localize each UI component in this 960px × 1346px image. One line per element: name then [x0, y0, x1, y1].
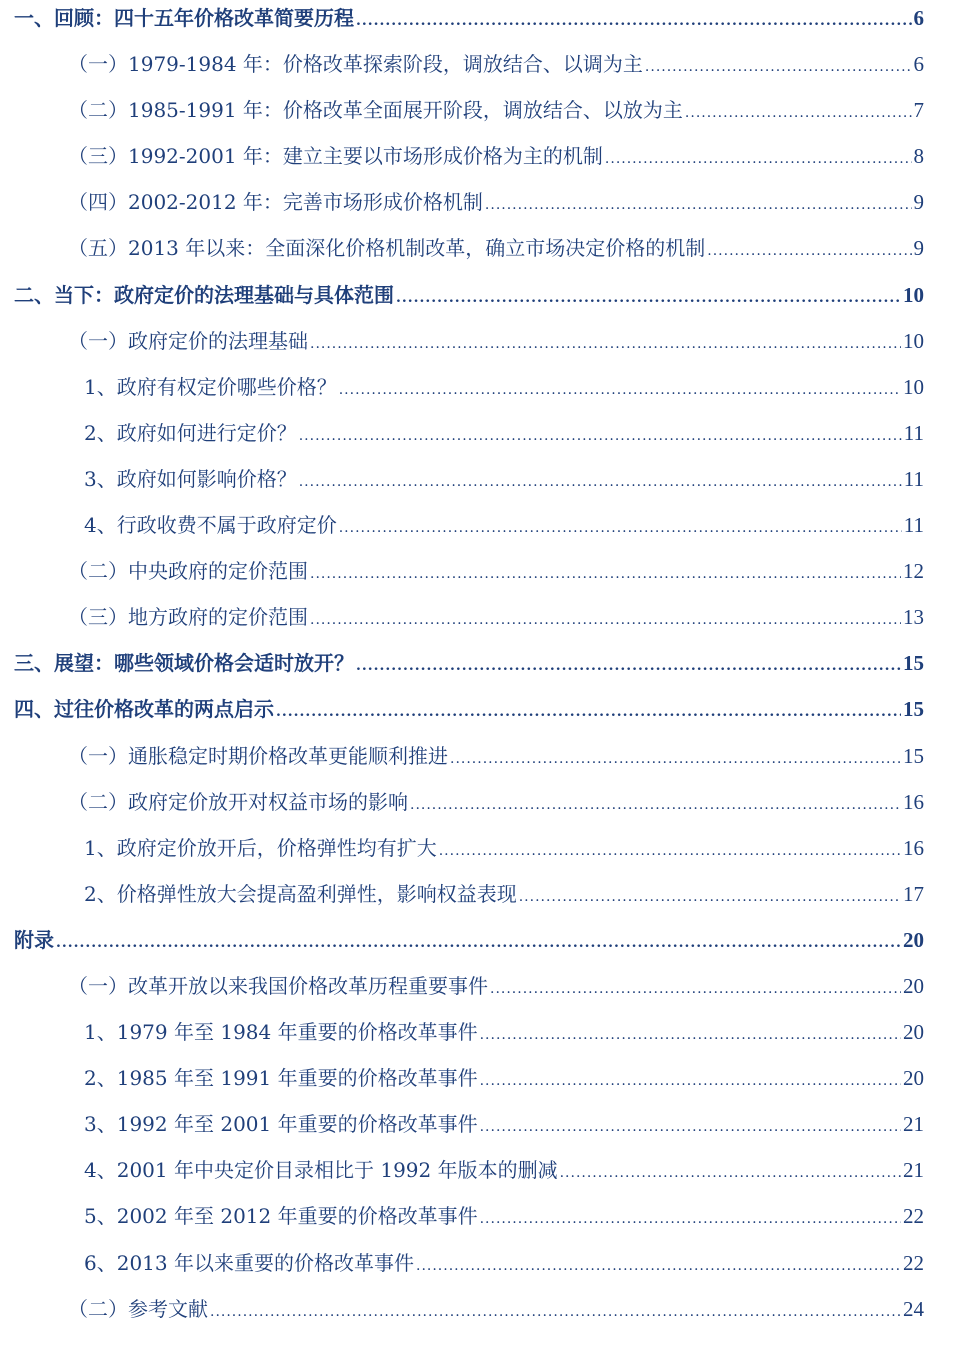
toc-entry-page: 20	[903, 1020, 924, 1045]
toc-entry-page: 24	[903, 1296, 924, 1321]
toc-entry-title: 参考文献	[128, 1296, 208, 1321]
toc-entry-page: 6	[913, 6, 924, 30]
toc-entry[interactable]	[0, 318, 924, 364]
toc-entry-title: 2013 年以来重要的价格改革事件	[116, 1250, 414, 1275]
toc-entry-page: 21	[903, 1158, 924, 1183]
dot-leader	[339, 505, 902, 551]
toc-entry[interactable]	[0, 410, 924, 456]
dot-leader	[450, 736, 901, 782]
dot-leader	[560, 1150, 901, 1196]
toc-entry[interactable]	[0, 686, 924, 732]
dot-leader	[416, 1243, 901, 1289]
toc-entry-number: 5、	[84, 1204, 117, 1229]
toc-entry[interactable]	[0, 917, 924, 963]
toc-entry-page: 10	[903, 374, 924, 399]
toc-entry-title: 展望：哪些领域价格会适时放开？	[54, 651, 354, 676]
toc-entry-title: 价格弹性放大会提高盈利弹性，影响权益表现	[116, 881, 517, 906]
toc-entry-number: 三、	[14, 651, 54, 676]
toc-entry-title: 过往价格改革的两点启示	[54, 697, 274, 722]
toc-entry-title: 附录	[14, 927, 54, 952]
toc-entry-page: 10	[903, 282, 924, 307]
toc-entry-title: 政府有权定价哪些价格？	[116, 374, 337, 399]
toc-entry-number: （二）	[68, 559, 128, 584]
toc-entry-page: 21	[903, 1112, 924, 1137]
toc-entry[interactable]	[0, 1286, 924, 1332]
toc-entry-page: 11	[903, 466, 924, 491]
toc-entry-title: 1979 年至 1984 年重要的价格改革事件	[116, 1020, 478, 1045]
toc-entry-number: 1、	[84, 1020, 117, 1045]
toc-entry[interactable]	[0, 779, 924, 825]
dot-leader	[210, 1289, 901, 1335]
dot-leader	[519, 874, 901, 920]
toc-entry-title: 1979-1984 年：价格改革探索阶段，调放结合、以调为主	[128, 52, 643, 77]
toc-entry-number: （三）	[68, 144, 128, 169]
toc-entry-title: 2002 年至 2012 年重要的价格改革事件	[116, 1204, 478, 1229]
toc-entry-page: 7	[913, 98, 924, 123]
toc-entry[interactable]	[0, 871, 924, 917]
toc-entry[interactable]	[0, 364, 924, 410]
toc-entry[interactable]	[0, 179, 924, 225]
dot-leader	[356, 0, 912, 44]
toc-entry-page: 9	[913, 190, 924, 215]
toc-entry[interactable]	[0, 456, 924, 502]
dot-leader	[707, 228, 911, 274]
toc-entry[interactable]	[0, 225, 924, 271]
toc-entry-page: 11	[903, 513, 924, 538]
toc-entry-page: 11	[903, 420, 924, 445]
toc-entry-title: 中央政府的定价范围	[128, 559, 308, 584]
toc-entry-number: 1、	[84, 374, 117, 399]
dot-leader	[490, 966, 901, 1012]
dot-leader	[410, 782, 901, 828]
toc-entry[interactable]	[0, 1101, 924, 1147]
dot-leader	[299, 413, 902, 459]
toc-entry[interactable]	[0, 825, 924, 871]
toc-entry-number: 一、	[14, 6, 54, 30]
toc-entry-page: 20	[903, 973, 924, 998]
toc-entry-number: 4、	[84, 513, 117, 538]
toc-entry-number: 2、	[84, 881, 117, 906]
toc-entry[interactable]	[0, 1009, 924, 1055]
toc-entry-title: 2013 年以来：全面深化价格机制改革，确立市场决定价格的机制	[128, 236, 706, 261]
toc-entry[interactable]	[0, 1055, 924, 1101]
toc-entry-title: 1985-1991 年：价格改革全面展开阶段，调放结合、以放为主	[128, 98, 683, 123]
dot-leader	[480, 1196, 901, 1242]
toc-entry-page: 16	[903, 835, 924, 860]
toc-entry[interactable]	[0, 502, 924, 548]
toc-entry-number: （二）	[68, 789, 128, 814]
toc-entry-number: （三）	[68, 605, 128, 630]
dot-leader	[605, 136, 912, 182]
toc-entry-title: 政府定价放开对权益市场的影响	[128, 789, 408, 814]
toc-entry-title: 2001 年中央定价目录相比于 1992 年版本的删减	[116, 1158, 558, 1183]
toc-entry[interactable]	[0, 548, 924, 594]
toc-entry-page: 12	[903, 559, 924, 584]
toc-entry-number: （二）	[68, 1296, 128, 1321]
toc-entry-number: 6、	[84, 1250, 117, 1275]
toc-entry-title: 政府如何进行定价？	[116, 420, 297, 445]
toc-entry-title: 行政收费不属于政府定价	[116, 513, 337, 538]
toc-entry-page: 13	[903, 605, 924, 630]
toc-entry-number: （一）	[68, 328, 128, 353]
toc-entry-number: 3、	[84, 1112, 117, 1137]
toc-entry-page: 8	[913, 144, 924, 169]
dot-leader	[356, 643, 901, 689]
toc-entry[interactable]	[0, 0, 924, 41]
toc-entry[interactable]	[0, 640, 924, 686]
toc-entry[interactable]	[0, 41, 924, 87]
toc-entry-title: 地方政府的定价范围	[128, 605, 308, 630]
toc-entry[interactable]	[0, 87, 924, 133]
toc-entry-page: 15	[903, 651, 924, 676]
toc-entry-title: 2002-2012 年：完善市场形成价格机制	[128, 190, 483, 215]
toc-entry-title: 回顾：四十五年价格改革简要历程	[54, 6, 354, 30]
toc-entry-number: 1、	[84, 835, 117, 860]
toc-entry-page: 22	[903, 1250, 924, 1275]
dot-leader	[480, 1104, 901, 1150]
toc-entry-number: （一）	[68, 52, 128, 77]
toc-entry-page: 15	[903, 697, 924, 722]
toc-entry-page: 15	[903, 743, 924, 768]
dot-leader	[310, 597, 901, 643]
toc-entry-number: 4、	[84, 1158, 117, 1183]
toc-entry-number: （一）	[68, 743, 128, 768]
toc-entry-title: 当下：政府定价的法理基础与具体范围	[54, 282, 394, 307]
dot-leader	[310, 551, 901, 597]
toc-entry-page: 22	[903, 1204, 924, 1229]
toc-entry[interactable]	[0, 1193, 924, 1239]
toc-entry-title: 通胀稳定时期价格改革更能顺利推进	[128, 743, 448, 768]
toc-entry-title: 政府定价的法理基础	[128, 328, 308, 353]
dot-leader	[299, 459, 902, 505]
toc-entry-page: 20	[903, 927, 924, 952]
toc-entry-page: 10	[903, 328, 924, 353]
toc-entry-number: 2、	[84, 420, 117, 445]
toc-entry-number: 3、	[84, 466, 117, 491]
toc-entry-title: 1992 年至 2001 年重要的价格改革事件	[116, 1112, 478, 1137]
toc-entry-title: 1992-2001 年：建立主要以市场形成价格为主的机制	[128, 144, 603, 169]
dot-leader	[396, 275, 901, 321]
dot-leader	[310, 321, 901, 367]
toc-entry[interactable]	[0, 1240, 924, 1286]
toc-entry[interactable]	[0, 272, 924, 318]
toc-entry-page: 20	[903, 1066, 924, 1091]
toc-entry-number: 2、	[84, 1066, 117, 1091]
dot-leader	[485, 182, 912, 228]
toc-entry[interactable]	[0, 594, 924, 640]
toc-entry-title: 政府如何影响价格？	[116, 466, 297, 491]
toc-entry-title: 改革开放以来我国价格改革历程重要事件	[128, 973, 488, 998]
toc-entry-page: 16	[903, 789, 924, 814]
toc-entry-number: （四）	[68, 190, 128, 215]
dot-leader	[276, 689, 901, 735]
toc-entry-number: （五）	[68, 236, 128, 261]
dot-leader	[439, 828, 901, 874]
dot-leader	[480, 1012, 901, 1058]
dot-leader	[685, 90, 912, 136]
toc-entry[interactable]	[0, 133, 924, 179]
toc-entry[interactable]	[0, 1147, 924, 1193]
dot-leader	[56, 920, 901, 966]
toc-entry-title: 1985 年至 1991 年重要的价格改革事件	[116, 1066, 478, 1091]
toc-entry-number: （二）	[68, 98, 128, 123]
toc-entry-number: 二、	[14, 282, 54, 307]
toc-entry[interactable]	[0, 963, 924, 1009]
toc-entry-title: 政府定价放开后，价格弹性均有扩大	[116, 835, 437, 860]
toc-entry[interactable]	[0, 733, 924, 779]
dot-leader	[645, 44, 912, 90]
dot-leader	[480, 1058, 901, 1104]
toc-entry-number: （一）	[68, 973, 128, 998]
toc-entry-page: 6	[913, 52, 924, 77]
toc-entry-page: 9	[913, 236, 924, 261]
dot-leader	[339, 367, 901, 413]
toc-entry-number: 四、	[14, 697, 54, 722]
toc-entry-page: 17	[903, 881, 924, 906]
